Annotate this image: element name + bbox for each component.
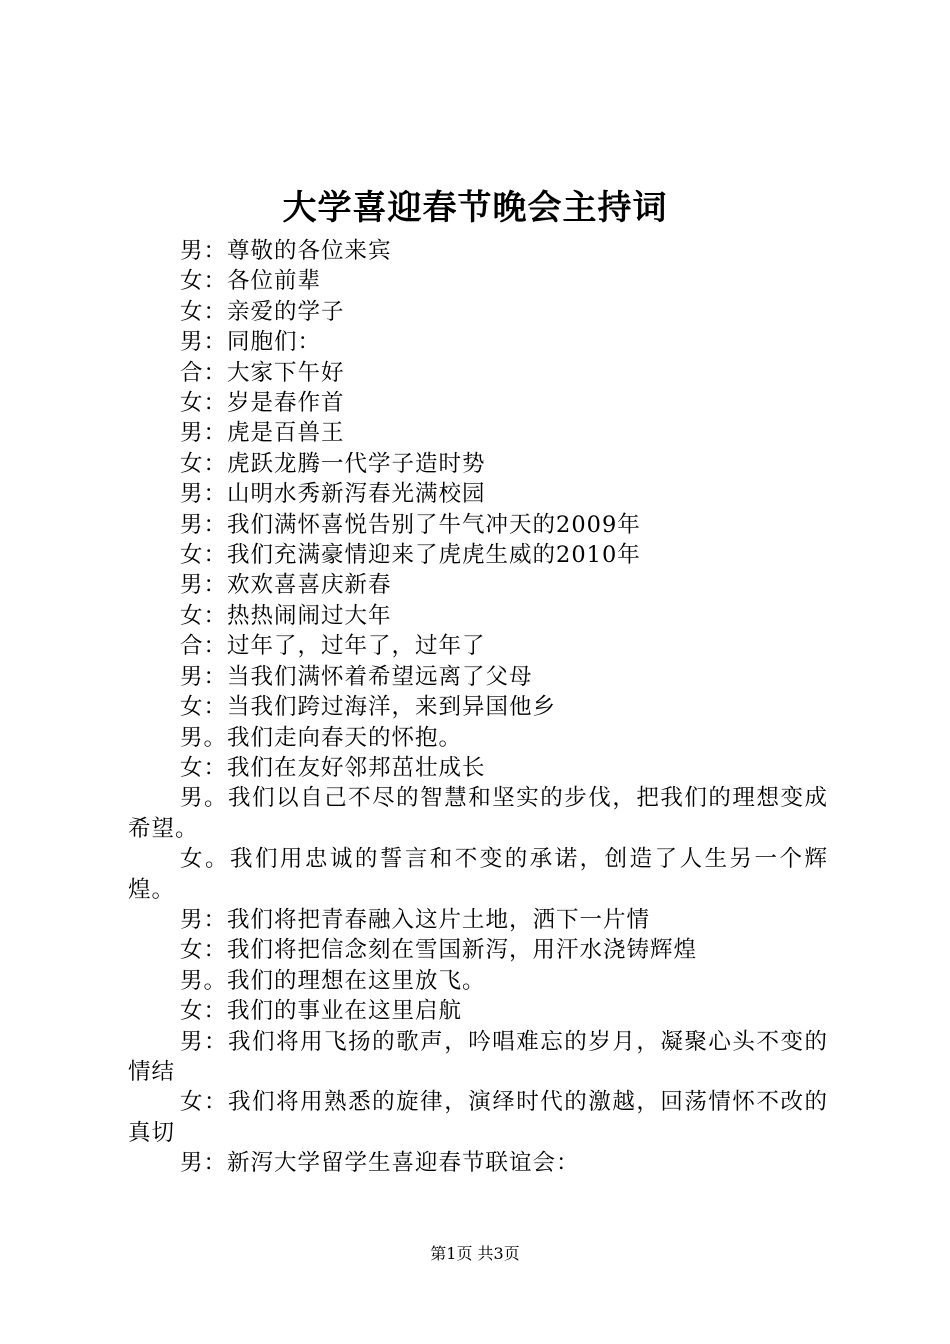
paragraph: 男。我们以自己不尽的智慧和坚实的步伐，把我们的理想变成希望。 bbox=[128, 785, 828, 842]
paragraph: 女：当我们跨过海洋，来到异国他乡 bbox=[180, 694, 557, 721]
paragraph: 女：我们的事业在这里启航 bbox=[180, 998, 463, 1025]
paragraph: 女：各位前辈 bbox=[180, 268, 322, 295]
paragraph: 女：我们充满豪情迎来了虎虎生威的2010年 bbox=[180, 542, 641, 569]
paragraph: 合：过年了，过年了，过年了 bbox=[180, 633, 486, 660]
paragraph: 女：亲爱的学子 bbox=[180, 298, 345, 325]
paragraph: 合：大家下午好 bbox=[180, 359, 345, 386]
paragraph: 男：尊敬的各位来宾 bbox=[180, 238, 392, 264]
paragraph: 男：虎是百兽王 bbox=[180, 420, 345, 447]
document-title: 大学喜迎春节晚会主持词 bbox=[282, 188, 668, 228]
paragraph: 男。我们走向春天的怀抱。 bbox=[180, 724, 463, 751]
paragraph: 女：我们在友好邻邦茁壮成长 bbox=[180, 754, 486, 781]
paragraph: 女：虎跃龙腾一代学子造时势 bbox=[180, 450, 486, 477]
paragraph: 男：我们满怀喜悦告别了牛气冲天的2009年 bbox=[180, 511, 641, 538]
paragraph: 男：我们将把青春融入这片土地，洒下一片情 bbox=[180, 906, 651, 933]
paragraph: 女：我们将用熟悉的旋律，演绎时代的激越，回荡情怀不改的真切 bbox=[128, 1089, 828, 1146]
paragraph: 男：我们将用飞扬的歌声，吟唱难忘的岁月，凝聚心头不变的情结 bbox=[128, 1028, 828, 1085]
paragraph: 男：当我们满怀着希望远离了父母 bbox=[180, 663, 533, 690]
paragraph: 女：我们将把信念刻在雪国新泻，用汗水浇铸辉煌 bbox=[180, 937, 698, 964]
paragraph: 女：热热闹闹过大年 bbox=[180, 602, 392, 629]
paragraph: 女。我们用忠诚的誓言和不变的承诺，创造了人生另一个辉煌。 bbox=[128, 846, 828, 903]
document-body bbox=[128, 236, 828, 1179]
paragraph: 男：欢欢喜喜庆新春 bbox=[180, 572, 392, 599]
page-footer: 第1页 共3页 bbox=[430, 1244, 520, 1263]
paragraph: 女：岁是春作首 bbox=[180, 390, 345, 417]
paragraph: 男。我们的理想在这里放飞。 bbox=[180, 967, 486, 994]
paragraph: 男：新泻大学留学生喜迎春节联谊会： bbox=[180, 1150, 580, 1177]
paragraph: 男：同胞们： bbox=[180, 329, 322, 356]
paragraph: 男：山明水秀新泻春光满校园 bbox=[180, 481, 486, 508]
